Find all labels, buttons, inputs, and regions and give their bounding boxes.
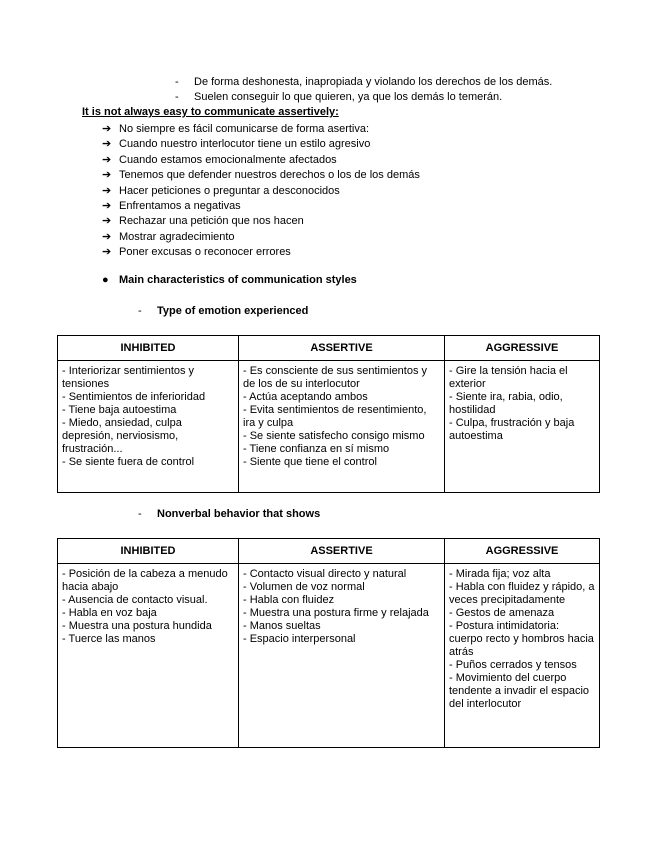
column-header-inhibited: INHIBITED xyxy=(58,336,239,361)
column-header-assertive: ASSERTIVE xyxy=(239,336,445,361)
cell-line: - Ausencia de contacto visual. xyxy=(62,594,208,606)
arrow-icon: ➔ xyxy=(102,123,112,135)
cell-line: - Habla con fluidez xyxy=(243,594,335,606)
list-item-text: Cuando estamos emocionalmente afectados xyxy=(119,153,337,166)
list-item xyxy=(102,168,420,183)
nonverbal-table xyxy=(57,538,600,748)
cell-line: - Gire la tensión hacia el exterior xyxy=(449,365,568,390)
cell-line: - Siente que tiene el control xyxy=(243,456,377,468)
cell-line: - Se siente fuera de control xyxy=(62,456,195,468)
dash-marker: - xyxy=(175,76,179,88)
cell-line: - Espacio interpersonal xyxy=(243,633,356,645)
list-item-text: Rechazar una petición que nos hacen xyxy=(119,215,304,228)
cell-line: - Volumen de voz normal xyxy=(243,581,365,593)
arrow-icon: ➔ xyxy=(102,169,112,182)
assertive-cell xyxy=(239,564,445,748)
aggressive-cell xyxy=(445,564,600,748)
arrow-icon: ➔ xyxy=(102,199,112,212)
cell-line: - Es consciente de sus sentimientos y de los de su interlocutor xyxy=(243,365,428,390)
cell-line: - Manos sueltas xyxy=(243,620,321,632)
arrow-icon: ➔ xyxy=(102,153,112,166)
list-item-text: Cuando nuestro interlocutor tiene un estilo agresivo xyxy=(119,138,371,151)
intro-line-text: De forma deshonesta, inapropiada y violando los derechos de los demás. xyxy=(194,76,553,88)
table-row xyxy=(58,564,600,748)
cell-line: - Se siente satisfecho consigo mismo xyxy=(243,430,425,442)
list-item xyxy=(102,137,420,152)
cell-line: - Sentimientos de inferioridad xyxy=(62,391,206,403)
column-header-inhibited: INHIBITED xyxy=(58,539,239,564)
cell-line: - Tiene baja autoestima xyxy=(62,404,177,416)
difficulty-list xyxy=(102,122,420,261)
assertive-cell xyxy=(239,361,445,493)
emotion-table xyxy=(57,335,600,493)
table-header-row xyxy=(58,336,600,361)
intro-line-text: Suelen conseguir lo que quieren, ya que los demás lo temerán. xyxy=(194,91,503,103)
arrow-icon: ➔ xyxy=(102,138,112,151)
cell-line: - Gestos de amenaza xyxy=(449,607,555,619)
column-header-aggressive: AGGRESSIVE xyxy=(445,336,600,361)
table-header-row xyxy=(58,539,600,564)
arrow-icon: ➔ xyxy=(102,230,112,243)
list-item xyxy=(102,122,420,137)
cell-line: - Miedo, ansiedad, culpa depresión, nerviosismo, frustración... xyxy=(62,417,182,455)
list-item-text: Tenemos que defender nuestros derechos o los de los demás xyxy=(119,169,420,182)
list-item-text: No siempre es fácil comunicarse de forma asertiva: xyxy=(119,123,370,135)
dash-marker: - xyxy=(175,91,179,103)
emotion-section-title-text: Type of emotion experienced xyxy=(157,305,309,317)
cell-line: - Tiene confianza en sí mismo xyxy=(243,443,390,455)
column-header-assertive: ASSERTIVE xyxy=(239,539,445,564)
cell-line: - Siente ira, rabia, odio, hostilidad xyxy=(449,391,563,416)
cell-line: - Puños cerrados y tensos xyxy=(449,659,577,671)
list-item-text: Poner excusas o reconocer errores xyxy=(119,246,291,259)
list-item-text: Enfrentamos a negativas xyxy=(119,199,241,212)
cell-line: - Evita sentimientos de resentimiento, ira y culpa xyxy=(243,404,427,429)
main-heading xyxy=(102,274,357,286)
nonverbal-section-title-text: Nonverbal behavior that shows xyxy=(157,508,321,520)
list-item xyxy=(102,153,420,168)
column-header-aggressive: AGGRESSIVE xyxy=(445,539,600,564)
aggressive-cell xyxy=(445,361,600,493)
arrow-icon: ➔ xyxy=(102,246,112,259)
list-item xyxy=(102,184,420,199)
list-item-text: Hacer peticiones o preguntar a desconocidos xyxy=(119,184,340,197)
list-item xyxy=(102,199,420,214)
list-item xyxy=(102,230,420,245)
cell-line: - Postura intimidatoria: cuerpo recto y hombros hacia atrás xyxy=(449,620,594,658)
list-item xyxy=(102,214,420,229)
cell-line: - Mirada fija; voz alta xyxy=(449,568,551,580)
cell-line: - Culpa, frustración y baja autoestima xyxy=(449,417,575,442)
list-item xyxy=(102,245,420,260)
table-row xyxy=(58,361,600,493)
cell-line: - Tuerce las manos xyxy=(62,633,156,645)
bullet-icon: ● xyxy=(102,274,109,286)
inhibited-cell xyxy=(58,564,239,748)
intro-line xyxy=(175,90,502,104)
main-heading-text: Main characteristics of communication styles xyxy=(119,274,357,286)
cell-line: - Habla con fluidez y rápido, a veces precipitadamente xyxy=(449,581,595,606)
arrow-icon: ➔ xyxy=(102,184,112,197)
cell-line: - Muestra una postura firme y relajada xyxy=(243,607,429,619)
cell-line: - Actúa aceptando ambos xyxy=(243,391,368,403)
dash-marker: - xyxy=(138,305,142,317)
difficulty-heading: It is not always easy to communicate assertively: xyxy=(82,106,339,118)
intro-line xyxy=(175,75,552,89)
arrow-icon: ➔ xyxy=(102,215,112,228)
inhibited-cell xyxy=(58,361,239,493)
cell-line: - Movimiento del cuerpo tendente a invadir el espacio del interlocutor xyxy=(449,672,590,710)
cell-line: - Muestra una postura hundida xyxy=(62,620,212,632)
dash-marker: - xyxy=(138,508,142,520)
cell-line: - Interiorizar sentimientos y tensiones xyxy=(62,365,195,390)
nonverbal-section-title xyxy=(138,508,320,520)
cell-line: - Posición de la cabeza a menudo hacia abajo xyxy=(62,568,228,593)
list-item-text: Mostrar agradecimiento xyxy=(119,230,235,243)
cell-line: - Habla en voz baja xyxy=(62,607,157,619)
cell-line: - Contacto visual directo y natural xyxy=(243,568,407,580)
emotion-section-title xyxy=(138,305,308,317)
